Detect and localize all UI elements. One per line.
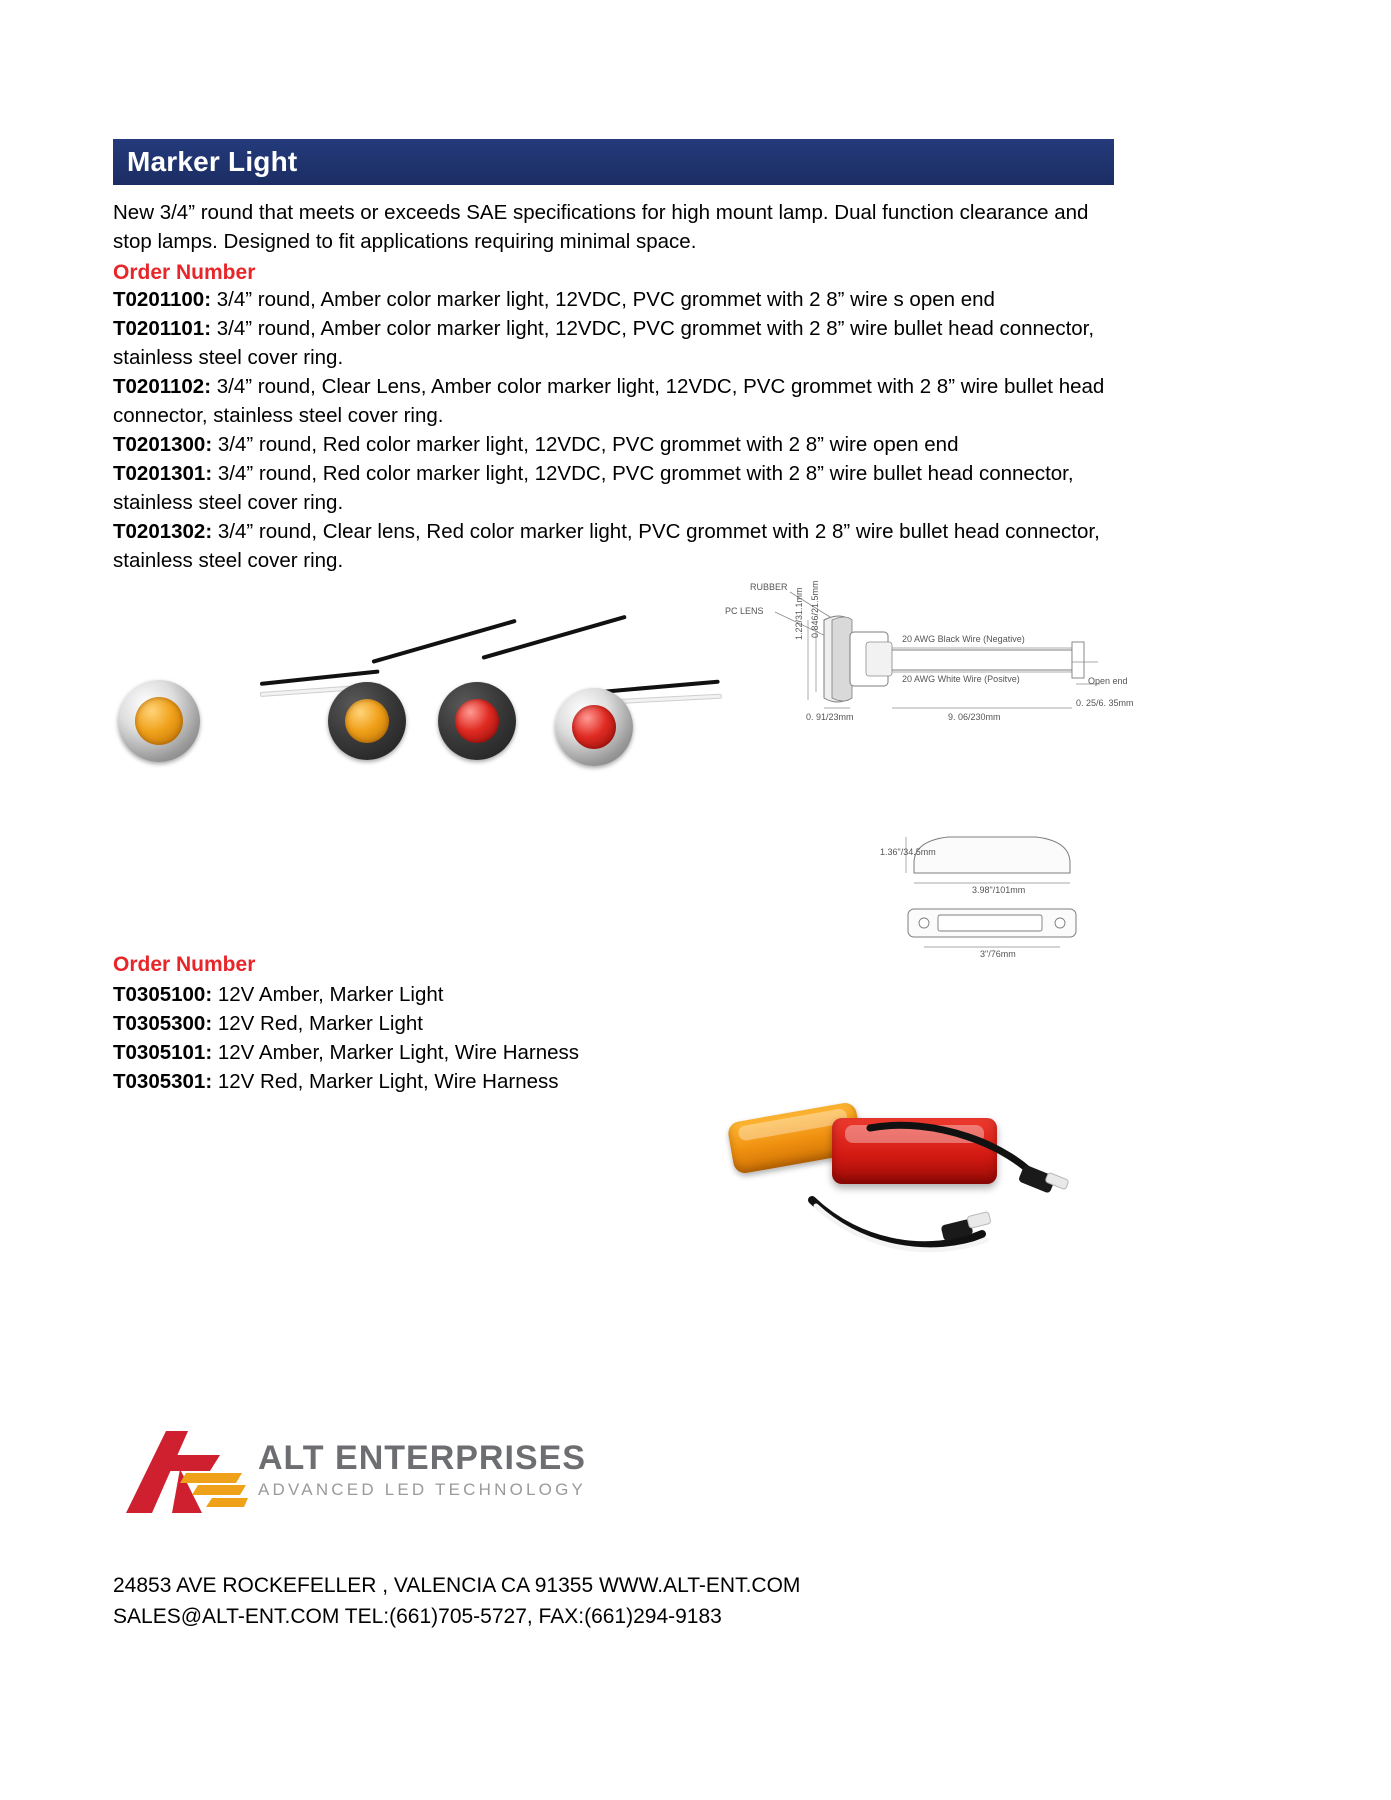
list-item xyxy=(113,430,1113,459)
product-code: T0201101: xyxy=(113,317,212,340)
logo-text-block xyxy=(258,1439,586,1500)
company-logo xyxy=(118,1425,598,1535)
technical-drawing-rect xyxy=(880,825,1140,970)
intro-paragraph: New 3/4” round that meets or exceeds SAE specifications for high mount lamp. Dual function clearance and stop lamps. Designed to fit applications requiring minimal space. xyxy=(113,201,1089,253)
logo-company-name: ALT ENTERPRISES xyxy=(258,1439,586,1477)
label-height-1: 1.22/31.1mm xyxy=(794,587,804,640)
wire-black xyxy=(600,680,720,694)
technical-drawing-round-svg xyxy=(720,580,1140,760)
product-desc: 3/4” round, Red color marker light, 12VDC, PVC grommet with 2 8” wire bullet head connector, stainless steel cover ring. xyxy=(113,462,1074,514)
product-desc: 12V Red, Marker Light xyxy=(212,1012,423,1035)
label-pc-lens: PC LENS xyxy=(725,606,764,616)
product-desc: 3/4” round, Amber color marker light, 12VDC, PVC grommet with 2 8” wire s open end xyxy=(211,288,995,311)
list-item xyxy=(113,285,1113,314)
order-number-heading: Order Number xyxy=(113,261,256,284)
footer-contact xyxy=(113,1570,1013,1632)
product-code: T0305301: xyxy=(113,1070,213,1093)
photo-round-marker-lights xyxy=(100,620,700,820)
list-item xyxy=(113,314,1113,372)
label-length: 9. 06/230mm xyxy=(948,712,1001,722)
lamp-red-black-grommet xyxy=(438,682,516,760)
label-rect-height: 1.36"/34.5mm xyxy=(880,847,936,857)
product-code: T0201100: xyxy=(113,288,212,311)
lamp-amber-black-grommet xyxy=(328,682,406,760)
label-black-wire: 20 AWG Black Wire (Negative) xyxy=(902,634,1025,644)
product-code: T0201300: xyxy=(113,433,213,456)
label-rubber: RUBBER xyxy=(750,582,788,592)
product-code: T0201301: xyxy=(113,462,213,485)
label-rect-width: 3.98"/101mm xyxy=(972,885,1026,895)
product-desc: 3/4” round, Red color marker light, 12VDC, PVC grommet with 2 8” wire open end xyxy=(212,433,959,456)
list-item xyxy=(113,372,1113,430)
product-code: T0305101: xyxy=(113,1041,213,1064)
list-item xyxy=(113,459,1113,517)
product-desc: 12V Amber, Marker Light, Wire Harness xyxy=(212,1041,580,1064)
label-height-2: 0.846/21.5mm xyxy=(810,580,820,638)
list-item xyxy=(113,1009,733,1038)
list-item xyxy=(113,1067,733,1096)
page-title-bar xyxy=(113,139,1114,185)
alt-logo-mark-icon xyxy=(118,1425,248,1521)
product-list-rect xyxy=(113,950,733,1096)
lamp-red-chrome xyxy=(555,688,633,766)
product-desc: 12V Amber, Marker Light xyxy=(212,983,444,1006)
wire-harness xyxy=(720,1050,1080,1260)
list-item xyxy=(113,517,1113,575)
lens-red xyxy=(455,699,499,743)
footer-contact-line: SALES@ALT-ENT.COM TEL:(661)705-5727, FAX:(661)294-9183 xyxy=(113,1605,722,1628)
product-desc: 3/4” round, Amber color marker light, 12VDC, PVC grommet with 2 8” wire bullet head connector, stainless steel cover ring. xyxy=(113,317,1095,369)
product-code: T0305300: xyxy=(113,1012,213,1035)
lamp-amber-chrome xyxy=(118,680,200,762)
product-code: T0201302: xyxy=(113,520,213,543)
label-white-wire: 20 AWG White Wire (Positve) xyxy=(902,674,1020,684)
logo-tagline: ADVANCED LED TECHNOLOGY xyxy=(258,1480,587,1499)
footer-address-line: 24853 AVE ROCKEFELLER , VALENCIA CA 91355 WWW.ALT-ENT.COM xyxy=(113,1574,801,1597)
order-number-heading-2: Order Number xyxy=(113,953,256,976)
lens-red xyxy=(572,705,616,749)
product-code: T0201102: xyxy=(113,375,212,398)
lens-amber xyxy=(135,697,183,745)
product-desc: 3/4” round, Clear lens, Red color marker light, PVC grommet with 2 8” wire bullet head connector, stainless steel cover ring. xyxy=(113,520,1100,572)
label-wire-diameter: 0. 25/6. 35mm xyxy=(1076,698,1134,708)
list-item xyxy=(113,1038,733,1067)
label-rect-base-width: 3"/76mm xyxy=(980,949,1016,959)
product-list-round xyxy=(113,285,1113,575)
product-code: T0305100: xyxy=(113,983,213,1006)
label-open-end: Open end xyxy=(1088,676,1128,686)
label-depth: 0. 91/23mm xyxy=(806,712,854,722)
lens-amber xyxy=(345,699,389,743)
photo-rect-marker-lights xyxy=(720,1050,1080,1260)
product-desc: 12V Red, Marker Light, Wire Harness xyxy=(212,1070,559,1093)
list-item xyxy=(113,980,733,1009)
product-desc: 3/4” round, Clear Lens, Amber color marker light, 12VDC, PVC grommet with 2 8” wire bullet head connector, stainless steel cover ring. xyxy=(113,375,1105,427)
technical-drawing-round xyxy=(720,580,1140,760)
page-title: Marker Light xyxy=(127,146,298,177)
